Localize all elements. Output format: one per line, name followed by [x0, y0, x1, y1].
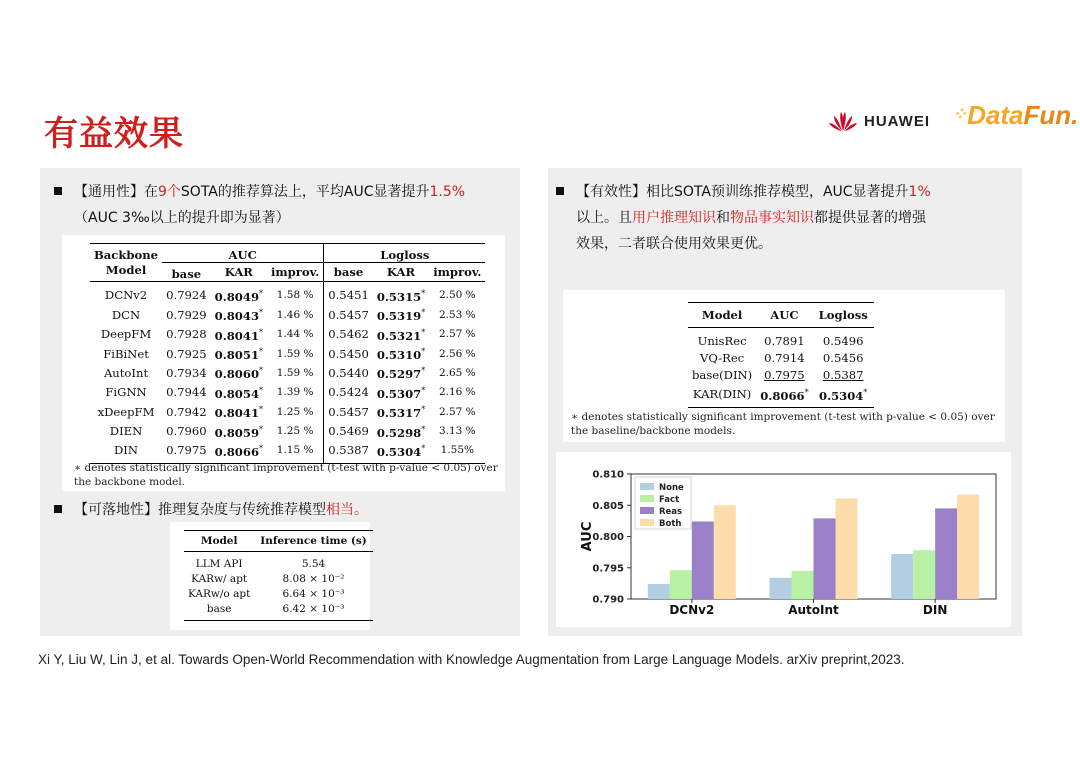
table-cell: 1.44 %: [267, 325, 324, 344]
legend-label-both: Both: [659, 519, 682, 529]
inference-table: [184, 530, 373, 621]
table-cell: 1.59 %: [267, 363, 324, 382]
bullet-square-icon: [54, 187, 62, 195]
table-cell: 0.8051*: [214, 347, 264, 362]
legend-swatch-none: [640, 483, 654, 490]
table-cell: 0.5456: [822, 351, 864, 365]
model-name: VQ-Rec: [699, 351, 745, 365]
legend-label-none: None: [659, 483, 684, 493]
table-row: [184, 587, 373, 602]
table-cell: 0.7934: [166, 365, 207, 380]
table-cell: 0.5297*: [376, 366, 426, 382]
x-tick-label: AutoInt: [788, 603, 839, 617]
table-row: [688, 350, 874, 367]
bar-reas-din: [935, 508, 957, 599]
bar-none-dcnv2: [648, 584, 670, 599]
table-cell: 0.8060*: [214, 366, 264, 382]
col-auc: AUC: [770, 308, 799, 322]
y-axis-label: AUC: [580, 521, 595, 552]
legend-swatch-reas: [640, 507, 654, 514]
table-cell: 0.5462: [328, 327, 369, 342]
table-row: [90, 344, 485, 363]
table-cell: 0.8059*: [214, 424, 264, 440]
table-cell: 0.7891: [764, 334, 805, 348]
pretrained-table: [688, 302, 874, 408]
table-cell: 0.5496: [822, 334, 864, 348]
table-cell: 0.5451: [328, 288, 369, 303]
table-cell: 0.5387: [822, 368, 864, 382]
bullet-square-icon: [556, 187, 564, 195]
table-row: [90, 363, 485, 382]
table-cell: 1.59 %: [267, 344, 324, 363]
table-cell: 0.7924: [166, 288, 207, 303]
bar-reas-autoint: [814, 518, 836, 599]
table-row: [184, 572, 373, 587]
inference-table-body: [184, 552, 373, 621]
bar-both-autoint: [836, 498, 858, 599]
table-row: [688, 328, 874, 351]
table-cell: 2.56 %: [438, 347, 476, 360]
backbone-table-body: [90, 282, 485, 464]
table-cell: 0.7960: [166, 423, 207, 438]
table-cell: 0.7929: [166, 307, 207, 322]
model-name: base(DIN): [692, 368, 753, 382]
x-tick-label: DCNv2: [669, 603, 715, 617]
bar-none-autoint: [770, 578, 792, 599]
col-model: Model: [701, 308, 743, 322]
model-name: DCN: [111, 307, 141, 322]
huawei-wordmark: HUAWEI: [864, 112, 930, 130]
table-cell: 0.7975: [166, 443, 207, 458]
table-cell: 0.5469: [328, 423, 369, 438]
huawei-flower-icon: [828, 110, 858, 132]
col-backbone: Backbone: [94, 248, 159, 263]
table-cell: 0.5304*: [376, 443, 426, 459]
col-auc: AUC: [162, 244, 324, 263]
table-cell: 0.5319*: [376, 308, 426, 324]
table-cell: 0.5387: [328, 443, 369, 458]
ablation-bar-chart: [556, 452, 1011, 627]
model-name: DIN: [114, 443, 139, 458]
page-title: 有益效果: [44, 114, 184, 154]
bullet-deployability: 【可落地性】推理复杂度与传统推荐模型相当。: [54, 497, 514, 523]
table-cell: 2.65 %: [438, 366, 476, 379]
table-cell: 0.5424: [328, 385, 369, 400]
model-name: LLM API: [195, 558, 243, 570]
table-cell: 0.5315*: [376, 289, 426, 304]
table-row: [90, 305, 485, 324]
pretrained-table-body: [688, 328, 874, 408]
table-cell: 2.50 %: [438, 289, 476, 302]
bar-both-dcnv2: [714, 505, 736, 599]
table-cell: 0.5310*: [376, 347, 426, 362]
table-cell: 0.5298*: [376, 424, 426, 440]
table-cell: 0.8041*: [214, 327, 264, 343]
table-cell: 0.5450: [328, 346, 369, 361]
legend-label-fact: Fact: [659, 495, 680, 505]
bullet-square-icon: [54, 505, 62, 513]
table-cell: 1.39 %: [267, 383, 324, 402]
table-cell: 0.8066*: [214, 443, 264, 459]
datafun-logo: ⁘DataFun.: [952, 100, 1079, 130]
table-row: [90, 422, 485, 441]
bar-fact-din: [913, 550, 935, 599]
y-tick-label: 0.805: [592, 500, 624, 512]
table-row: [184, 602, 373, 621]
table-row: [90, 325, 485, 344]
ablation-chart-card: [556, 452, 1011, 627]
table-cell: 0.5304*: [819, 388, 868, 403]
table-cell: 0.7944: [166, 385, 207, 400]
table-cell: 0.5307*: [376, 385, 426, 401]
citation: Xi Y, Liu W, Lin J, et al. Towards Open-World Recommendation with Knowledge Augmentation from Large Language Models. arXiv preprint,2023.: [38, 652, 905, 667]
table-cell: 0.5457: [328, 404, 369, 419]
bar-both-din: [957, 495, 979, 599]
col-model: Model: [105, 262, 147, 277]
table-cell: 0.8066*: [760, 388, 809, 403]
y-tick-label: 0.795: [592, 563, 624, 575]
inference-time: 5.54: [301, 558, 326, 570]
table-cell: 0.5457: [328, 307, 369, 322]
table-cell: 1.58 %: [267, 282, 324, 306]
table-cell: 0.8041*: [214, 405, 264, 421]
col-logloss: Logloss: [818, 308, 868, 322]
inference-time: 6.42 × 10⁻³: [282, 603, 345, 615]
table-cell: 3.13 %: [438, 424, 476, 437]
table-cell: 0.7928: [166, 327, 207, 342]
bar-none-din: [891, 554, 913, 599]
table-cell: 0.8049*: [214, 289, 264, 304]
legend-swatch-fact: [640, 495, 654, 502]
table-row: [184, 552, 373, 573]
x-tick-label: DIN: [922, 603, 948, 617]
col-logloss: Logloss: [380, 248, 430, 262]
backbone-table-note: ∗ denotes statistically significant improvement (t-test with p-value < 0.05) over the backbone model.: [74, 462, 498, 488]
table-cell: 0.7975: [764, 368, 805, 382]
model-name: FiGNN: [105, 385, 147, 400]
y-tick-label: 0.810: [592, 469, 624, 481]
table-cell: 1.25 %: [267, 402, 324, 421]
table-cell: 2.57 %: [438, 405, 476, 418]
model-name: FiBiNet: [103, 346, 149, 361]
inference-table-card: [170, 522, 370, 630]
model-name: DIEN: [109, 423, 143, 438]
table-cell: 0.8043*: [214, 308, 264, 324]
legend-swatch-both: [640, 519, 654, 526]
model-name: UnisRec: [697, 334, 747, 348]
table-row: [90, 282, 485, 306]
table-cell: 1.25 %: [267, 422, 324, 441]
bullet-generality: 【通用性】在9个SOTA的推荐算法上，平均AUC显著提升1.5% （AUC 3‰以上的提升即为显著）: [54, 179, 524, 231]
model-name: DeepFM: [100, 327, 152, 342]
table-cell: 0.7942: [166, 404, 207, 419]
bar-fact-dcnv2: [670, 570, 692, 599]
table-row: [90, 383, 485, 402]
backbone-table-card: [62, 235, 505, 491]
table-cell: 0.7925: [166, 346, 207, 361]
pretrained-table-note: ∗ denotes statistically significant improvement (t-test with p-value < 0.05) over the baseline/backbone models.: [571, 411, 995, 437]
col-model: Model: [200, 535, 238, 547]
y-tick-label: 0.790: [592, 594, 624, 606]
inference-time: 6.64 × 10⁻³: [282, 588, 345, 600]
model-name: KAR(DIN): [692, 386, 752, 401]
table-cell: 0.5317*: [376, 405, 426, 421]
inference-time: 8.08 × 10⁻²: [282, 573, 345, 585]
bullet-effectiveness: 【有效性】相比SOTA预训练推荐模型，AUC显著提升1% 以上。且用户推理知识和物品事实知识都提供显著的增强 效果，二者联合使用效果更优。: [556, 179, 1016, 257]
backbone-table: Backbone AUC Logloss Model base KAR improv. base KAR improv. DCNv2 0.7924 0.8049* 1.58 % 0.5451 0.5315* 2.50 % DCN 0.7929 0.8043* 1.46 % 0.5457 0.5319* 2.53 % DeepFM 0.7928 0.8041* 1.44 % 0.5462 0.5321* 2.57 % FiBiNet 0.7925 0.8051* 1.59 % 0.5450 0.5310* 2.56 % AutoInt 0.7934 0.8060* 1.59 % 0.5440 0.5297* 2.65 % FiGNN 0.7944 0.8054* 1.39 % 0.5424 0.5307* 2.16 % xDeepFM 0.7942 0.8041* 1.25 % 0.5457 0.5317* 2.57 % DIEN 0.7960 0.8059* 1.25 % 0.5469 0.5298* 3.13 % DIN 0.7975 0.8066* 1.15 % 0.5387 0.5304* 1.55%: [90, 243, 485, 464]
table-row: [688, 367, 874, 384]
legend-label-reas: Reas: [659, 507, 683, 517]
y-tick-label: 0.800: [592, 532, 624, 543]
model-name: AutoInt: [103, 365, 149, 380]
table-row: [90, 402, 485, 421]
model-name: xDeepFM: [97, 404, 155, 419]
huawei-logo: [828, 110, 930, 132]
model-name: KARw/ apt: [191, 573, 248, 585]
table-cell: 0.7914: [764, 351, 805, 365]
bar-reas-dcnv2: [692, 522, 714, 600]
model-name: DCNv2: [104, 288, 148, 303]
table-cell: 0.5440: [328, 365, 369, 380]
pretrained-table-card: [563, 290, 1005, 442]
table-cell: 2.53 %: [438, 308, 476, 321]
table-cell: 0.5321*: [376, 327, 426, 343]
table-cell: 1.55%: [440, 444, 474, 457]
table-row: [688, 384, 874, 407]
datafun-dots-icon: ⁘: [952, 104, 968, 124]
table-cell: 1.15 %: [267, 441, 324, 464]
table-cell: 2.57 %: [438, 328, 476, 341]
table-cell: 2.16 %: [438, 386, 476, 399]
bar-fact-autoint: [792, 571, 814, 599]
model-name: base: [206, 603, 232, 615]
model-name: KARw/o apt: [188, 588, 251, 600]
table-cell: 1.46 %: [267, 305, 324, 324]
col-inference-time: Inference time (s): [260, 535, 367, 547]
table-cell: 0.8054*: [214, 385, 264, 401]
